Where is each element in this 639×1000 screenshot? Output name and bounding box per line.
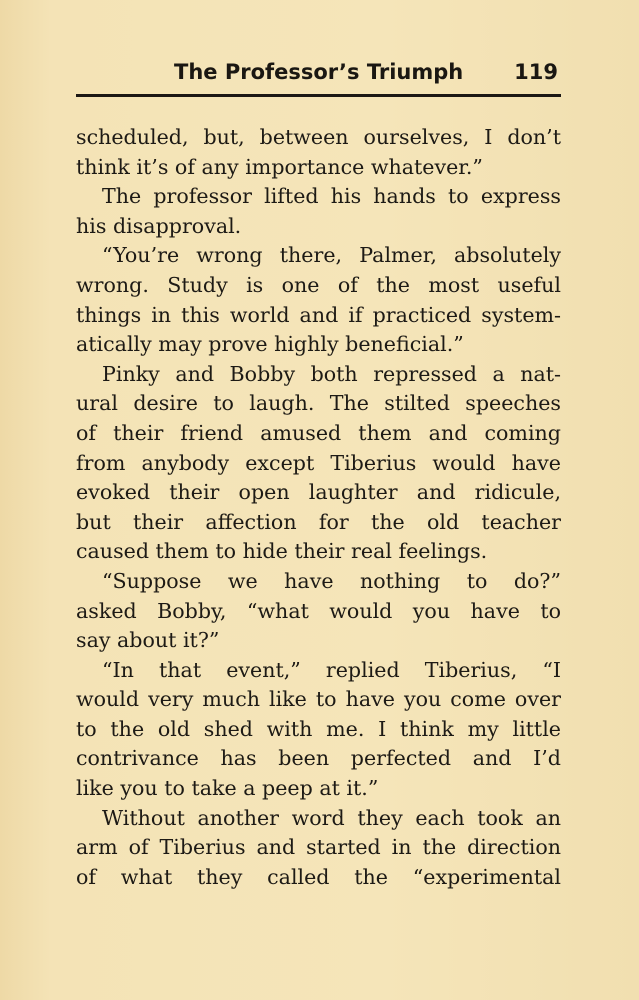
text-line: to the old shed with me. I think my little [76, 716, 561, 741]
text-line: Without another word they each took an [102, 805, 561, 830]
page-header [76, 58, 560, 92]
text-line: Pinky and Bobby both repressed a nat- [102, 361, 561, 386]
header-rule [76, 94, 561, 97]
text-line: atically may prove highly beneficial.” [76, 332, 464, 357]
text-line: caused them to hide their real feelings. [76, 539, 488, 564]
running-title: The Professor’s Triumph [174, 60, 464, 84]
text-line: would very much like to have you come over [76, 687, 561, 712]
text-line: “You’re wrong there, Palmer, absolutely [102, 243, 561, 268]
text-line: asked Bobby, “what would you have to [76, 598, 561, 623]
text-line: of what they called the “experimental [76, 864, 561, 889]
text-line: arm of Tiberius and started in the direction [76, 835, 561, 860]
text-line: contrivance has been perfected and I’d [76, 746, 561, 771]
text-line: like you to take a peep at it.” [76, 776, 379, 801]
text-line: his disapproval. [76, 213, 242, 238]
text-line: think it’s of any importance whatever.” [76, 154, 483, 179]
body-text [76, 123, 561, 892]
text-line: The professor lifted his hands to express [102, 184, 561, 209]
text-line: evoked their open laughter and ridicule, [76, 480, 561, 505]
text-line: things in this world and if practiced system- [76, 302, 561, 327]
text-line: from anybody except Tiberius would have [76, 450, 561, 475]
page-number: 119 [514, 60, 558, 84]
text-line: scheduled, but, between ourselves, I don’t [76, 125, 561, 149]
text-line: ural desire to laugh. The stilted speeches [76, 391, 561, 416]
text-line: say about it?” [76, 628, 220, 653]
text-line: wrong. Study is one of the most useful [76, 272, 561, 297]
text-line: but their affection for the old teacher [76, 509, 561, 534]
text-line: of their friend amused them and coming [76, 420, 561, 445]
text-line: “In that event,” replied Tiberius, “I [102, 657, 561, 682]
text-line: “Suppose we have nothing to do?” [102, 568, 561, 593]
